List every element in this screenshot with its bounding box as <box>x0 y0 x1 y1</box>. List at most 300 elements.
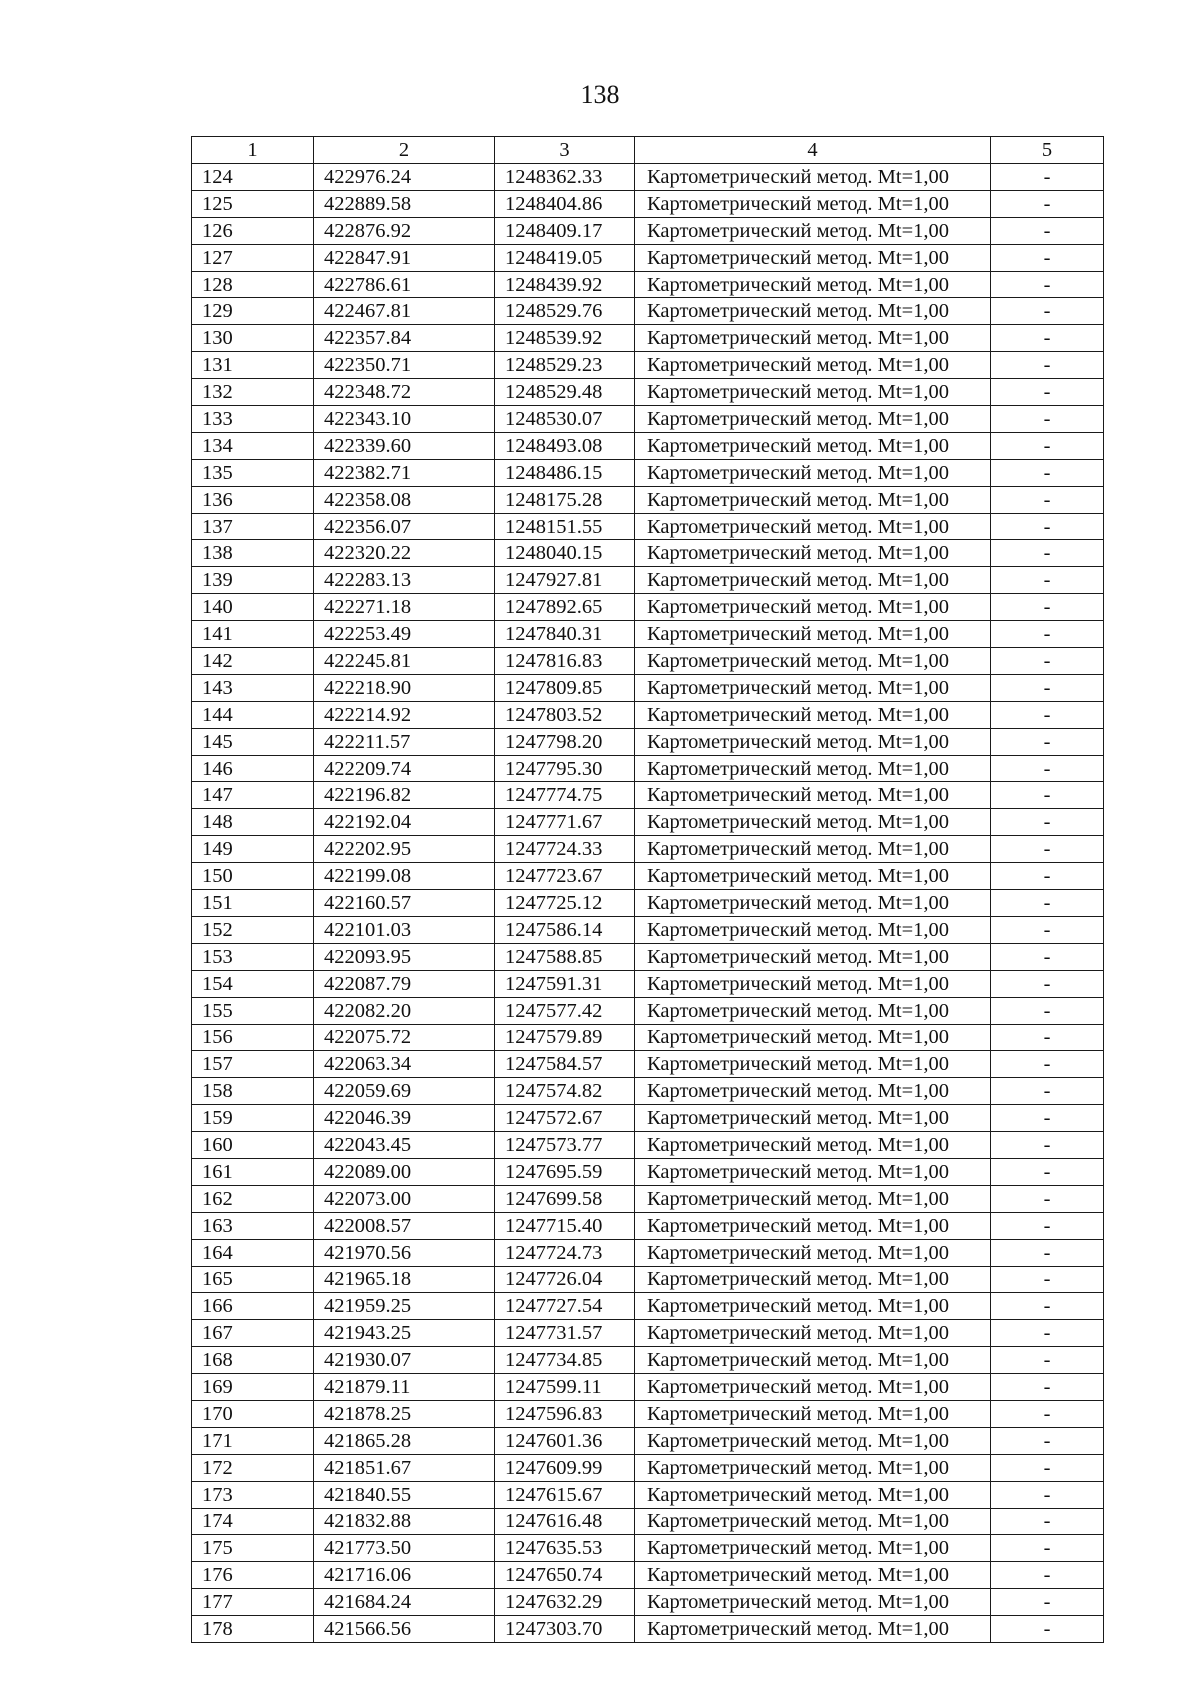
note-cell: - <box>991 836 1104 863</box>
note-cell: - <box>991 997 1104 1024</box>
table-row <box>192 1535 1104 1562</box>
y-coordinate-cell: 1248439.92 <box>495 271 635 298</box>
point-number-cell: 135 <box>192 459 314 486</box>
y-coordinate-cell: 1248486.15 <box>495 459 635 486</box>
point-number-cell: 172 <box>192 1454 314 1481</box>
method-cell: Картометрический метод. Mt=1,00 <box>635 164 991 191</box>
y-coordinate-cell: 1247577.42 <box>495 997 635 1024</box>
x-coordinate-cell: 422101.03 <box>314 916 495 943</box>
method-cell: Картометрический метод. Mt=1,00 <box>635 1347 991 1374</box>
point-number-cell: 127 <box>192 244 314 271</box>
point-number-cell: 162 <box>192 1185 314 1212</box>
table-row <box>192 594 1104 621</box>
y-coordinate-cell: 1248539.92 <box>495 325 635 352</box>
note-cell: - <box>991 1105 1104 1132</box>
point-number-cell: 168 <box>192 1347 314 1374</box>
coordinates-table <box>191 136 1104 1643</box>
x-coordinate-cell: 422245.81 <box>314 648 495 675</box>
point-number-cell: 170 <box>192 1400 314 1427</box>
method-cell: Картометрический метод. Mt=1,00 <box>635 1400 991 1427</box>
point-number-cell: 166 <box>192 1293 314 1320</box>
method-cell: Картометрический метод. Mt=1,00 <box>635 701 991 728</box>
x-coordinate-cell: 422320.22 <box>314 540 495 567</box>
y-coordinate-cell: 1247803.52 <box>495 701 635 728</box>
note-cell: - <box>991 1616 1104 1643</box>
table-row <box>192 1481 1104 1508</box>
y-coordinate-cell: 1247731.57 <box>495 1320 635 1347</box>
table-row <box>192 1158 1104 1185</box>
table-row <box>192 890 1104 917</box>
note-cell: - <box>991 1374 1104 1401</box>
x-coordinate-cell: 422218.90 <box>314 674 495 701</box>
table-row <box>192 701 1104 728</box>
x-coordinate-cell: 422008.57 <box>314 1212 495 1239</box>
y-coordinate-cell: 1247816.83 <box>495 648 635 675</box>
note-cell: - <box>991 513 1104 540</box>
table-row <box>192 1132 1104 1159</box>
point-number-cell: 178 <box>192 1616 314 1643</box>
y-coordinate-cell: 1247584.57 <box>495 1051 635 1078</box>
method-cell: Картометрический метод. Mt=1,00 <box>635 1185 991 1212</box>
y-coordinate-cell: 1247586.14 <box>495 916 635 943</box>
x-coordinate-cell: 421865.28 <box>314 1427 495 1454</box>
y-coordinate-cell: 1248040.15 <box>495 540 635 567</box>
x-coordinate-cell: 421879.11 <box>314 1374 495 1401</box>
method-cell: Картометрический метод. Mt=1,00 <box>635 1293 991 1320</box>
y-coordinate-cell: 1248529.76 <box>495 298 635 325</box>
method-cell: Картометрический метод. Mt=1,00 <box>635 594 991 621</box>
method-cell: Картометрический метод. Mt=1,00 <box>635 836 991 863</box>
y-coordinate-cell: 1247795.30 <box>495 755 635 782</box>
note-cell: - <box>991 217 1104 244</box>
y-coordinate-cell: 1247615.67 <box>495 1481 635 1508</box>
x-coordinate-cell: 421716.06 <box>314 1562 495 1589</box>
table-row <box>192 836 1104 863</box>
table-row <box>192 943 1104 970</box>
y-coordinate-cell: 1247927.81 <box>495 567 635 594</box>
x-coordinate-cell: 422043.45 <box>314 1132 495 1159</box>
method-cell: Картометрический метод. Mt=1,00 <box>635 1562 991 1589</box>
x-coordinate-cell: 422087.79 <box>314 970 495 997</box>
table-row <box>192 217 1104 244</box>
point-number-cell: 176 <box>192 1562 314 1589</box>
method-cell: Картометрический метод. Mt=1,00 <box>635 674 991 701</box>
note-cell: - <box>991 1535 1104 1562</box>
method-cell: Картометрический метод. Mt=1,00 <box>635 352 991 379</box>
point-number-cell: 160 <box>192 1132 314 1159</box>
y-coordinate-cell: 1247601.36 <box>495 1427 635 1454</box>
method-cell: Картометрический метод. Mt=1,00 <box>635 1589 991 1616</box>
point-number-cell: 165 <box>192 1266 314 1293</box>
table-row <box>192 1024 1104 1051</box>
note-cell: - <box>991 325 1104 352</box>
method-cell: Картометрический метод. Mt=1,00 <box>635 1481 991 1508</box>
x-coordinate-cell: 422211.57 <box>314 728 495 755</box>
note-cell: - <box>991 1454 1104 1481</box>
x-coordinate-cell: 421684.24 <box>314 1589 495 1616</box>
note-cell: - <box>991 890 1104 917</box>
point-number-cell: 151 <box>192 890 314 917</box>
method-cell: Картометрический метод. Mt=1,00 <box>635 406 991 433</box>
x-coordinate-cell: 422847.91 <box>314 244 495 271</box>
point-number-cell: 144 <box>192 701 314 728</box>
x-coordinate-cell: 422348.72 <box>314 379 495 406</box>
method-cell: Картометрический метод. Mt=1,00 <box>635 567 991 594</box>
note-cell: - <box>991 1400 1104 1427</box>
table-row <box>192 755 1104 782</box>
point-number-cell: 157 <box>192 1051 314 1078</box>
table-row <box>192 674 1104 701</box>
note-cell: - <box>991 755 1104 782</box>
method-cell: Картометрический метод. Mt=1,00 <box>635 782 991 809</box>
x-coordinate-cell: 422382.71 <box>314 459 495 486</box>
x-coordinate-cell: 422046.39 <box>314 1105 495 1132</box>
table-row <box>192 997 1104 1024</box>
table-row <box>192 486 1104 513</box>
y-coordinate-cell: 1247840.31 <box>495 621 635 648</box>
y-coordinate-cell: 1247727.54 <box>495 1293 635 1320</box>
y-coordinate-cell: 1247715.40 <box>495 1212 635 1239</box>
point-number-cell: 154 <box>192 970 314 997</box>
note-cell: - <box>991 1293 1104 1320</box>
y-coordinate-cell: 1248362.33 <box>495 164 635 191</box>
table-row <box>192 432 1104 459</box>
point-number-cell: 149 <box>192 836 314 863</box>
x-coordinate-cell: 422271.18 <box>314 594 495 621</box>
table-row <box>192 164 1104 191</box>
y-coordinate-cell: 1247599.11 <box>495 1374 635 1401</box>
y-coordinate-cell: 1247695.59 <box>495 1158 635 1185</box>
note-cell: - <box>991 1562 1104 1589</box>
point-number-cell: 169 <box>192 1374 314 1401</box>
note-cell: - <box>991 1078 1104 1105</box>
method-cell: Картометрический метод. Mt=1,00 <box>635 379 991 406</box>
note-cell: - <box>991 1132 1104 1159</box>
method-cell: Картометрический метод. Mt=1,00 <box>635 459 991 486</box>
x-coordinate-cell: 422093.95 <box>314 943 495 970</box>
x-coordinate-cell: 421773.50 <box>314 1535 495 1562</box>
table-row <box>192 1508 1104 1535</box>
note-cell: - <box>991 298 1104 325</box>
note-cell: - <box>991 1347 1104 1374</box>
point-number-cell: 152 <box>192 916 314 943</box>
x-coordinate-cell: 422356.07 <box>314 513 495 540</box>
note-cell: - <box>991 701 1104 728</box>
x-coordinate-cell: 422283.13 <box>314 567 495 594</box>
table-row <box>192 1374 1104 1401</box>
x-coordinate-cell: 422160.57 <box>314 890 495 917</box>
point-number-cell: 175 <box>192 1535 314 1562</box>
method-cell: Картометрический метод. Mt=1,00 <box>635 271 991 298</box>
point-number-cell: 124 <box>192 164 314 191</box>
method-cell: Картометрический метод. Mt=1,00 <box>635 1239 991 1266</box>
note-cell: - <box>991 916 1104 943</box>
y-coordinate-cell: 1248530.07 <box>495 406 635 433</box>
table-row <box>192 1616 1104 1643</box>
y-coordinate-cell: 1247635.53 <box>495 1535 635 1562</box>
table-row <box>192 1293 1104 1320</box>
table-row <box>192 728 1104 755</box>
x-coordinate-cell: 422786.61 <box>314 271 495 298</box>
table-row <box>192 1320 1104 1347</box>
method-cell: Картометрический метод. Mt=1,00 <box>635 1105 991 1132</box>
method-cell: Картометрический метод. Mt=1,00 <box>635 943 991 970</box>
table-row <box>192 271 1104 298</box>
method-cell: Картометрический метод. Mt=1,00 <box>635 1132 991 1159</box>
note-cell: - <box>991 459 1104 486</box>
method-cell: Картометрический метод. Mt=1,00 <box>635 1374 991 1401</box>
note-cell: - <box>991 432 1104 459</box>
point-number-cell: 132 <box>192 379 314 406</box>
y-coordinate-cell: 1247734.85 <box>495 1347 635 1374</box>
y-coordinate-cell: 1247723.67 <box>495 863 635 890</box>
x-coordinate-cell: 422976.24 <box>314 164 495 191</box>
x-coordinate-cell: 421832.88 <box>314 1508 495 1535</box>
point-number-cell: 137 <box>192 513 314 540</box>
note-cell: - <box>991 244 1104 271</box>
note-cell: - <box>991 1589 1104 1616</box>
table-row <box>192 190 1104 217</box>
point-number-cell: 174 <box>192 1508 314 1535</box>
table-row <box>192 1239 1104 1266</box>
method-cell: Картометрический метод. Mt=1,00 <box>635 1427 991 1454</box>
x-coordinate-cell: 422358.08 <box>314 486 495 513</box>
table-row <box>192 648 1104 675</box>
note-cell: - <box>991 540 1104 567</box>
note-cell: - <box>991 567 1104 594</box>
note-cell: - <box>991 271 1104 298</box>
method-cell: Картометрический метод. Mt=1,00 <box>635 1535 991 1562</box>
point-number-cell: 140 <box>192 594 314 621</box>
method-cell: Картометрический метод. Mt=1,00 <box>635 432 991 459</box>
table-row <box>192 970 1104 997</box>
table-row <box>192 1078 1104 1105</box>
note-cell: - <box>991 352 1104 379</box>
table-row <box>192 1212 1104 1239</box>
y-coordinate-cell: 1247632.29 <box>495 1589 635 1616</box>
point-number-cell: 133 <box>192 406 314 433</box>
x-coordinate-cell: 421840.55 <box>314 1481 495 1508</box>
table-row <box>192 459 1104 486</box>
y-coordinate-cell: 1247650.74 <box>495 1562 635 1589</box>
x-coordinate-cell: 421878.25 <box>314 1400 495 1427</box>
table-row <box>192 298 1104 325</box>
method-cell: Картометрический метод. Mt=1,00 <box>635 890 991 917</box>
y-coordinate-cell: 1247724.33 <box>495 836 635 863</box>
point-number-cell: 134 <box>192 432 314 459</box>
point-number-cell: 130 <box>192 325 314 352</box>
point-number-cell: 163 <box>192 1212 314 1239</box>
table-row <box>192 809 1104 836</box>
y-coordinate-cell: 1247616.48 <box>495 1508 635 1535</box>
note-cell: - <box>991 648 1104 675</box>
method-cell: Картометрический метод. Mt=1,00 <box>635 298 991 325</box>
method-cell: Картометрический метод. Mt=1,00 <box>635 970 991 997</box>
table-row <box>192 1589 1104 1616</box>
y-coordinate-cell: 1247725.12 <box>495 890 635 917</box>
x-coordinate-cell: 422196.82 <box>314 782 495 809</box>
method-cell: Картометрический метод. Mt=1,00 <box>635 486 991 513</box>
column-header-4: 4 <box>635 137 991 164</box>
point-number-cell: 146 <box>192 755 314 782</box>
point-number-cell: 171 <box>192 1427 314 1454</box>
y-coordinate-cell: 1247809.85 <box>495 674 635 701</box>
table-row <box>192 916 1104 943</box>
point-number-cell: 158 <box>192 1078 314 1105</box>
x-coordinate-cell: 422192.04 <box>314 809 495 836</box>
table-row <box>192 621 1104 648</box>
column-header-2: 2 <box>314 137 495 164</box>
x-coordinate-cell: 422075.72 <box>314 1024 495 1051</box>
point-number-cell: 126 <box>192 217 314 244</box>
x-coordinate-cell: 422350.71 <box>314 352 495 379</box>
table-row <box>192 1105 1104 1132</box>
x-coordinate-cell: 422059.69 <box>314 1078 495 1105</box>
y-coordinate-cell: 1248529.23 <box>495 352 635 379</box>
table-row <box>192 1427 1104 1454</box>
y-coordinate-cell: 1247798.20 <box>495 728 635 755</box>
table-row <box>192 1266 1104 1293</box>
note-cell: - <box>991 1024 1104 1051</box>
x-coordinate-cell: 422202.95 <box>314 836 495 863</box>
method-cell: Картометрический метод. Mt=1,00 <box>635 728 991 755</box>
table-row <box>192 567 1104 594</box>
x-coordinate-cell: 421943.25 <box>314 1320 495 1347</box>
y-coordinate-cell: 1247574.82 <box>495 1078 635 1105</box>
method-cell: Картометрический метод. Mt=1,00 <box>635 1158 991 1185</box>
point-number-cell: 164 <box>192 1239 314 1266</box>
note-cell: - <box>991 1212 1104 1239</box>
y-coordinate-cell: 1247596.83 <box>495 1400 635 1427</box>
method-cell: Картометрический метод. Mt=1,00 <box>635 1320 991 1347</box>
y-coordinate-cell: 1247303.70 <box>495 1616 635 1643</box>
note-cell: - <box>991 594 1104 621</box>
method-cell: Картометрический метод. Mt=1,00 <box>635 755 991 782</box>
note-cell: - <box>991 1239 1104 1266</box>
note-cell: - <box>991 728 1104 755</box>
note-cell: - <box>991 782 1104 809</box>
table-row <box>192 1185 1104 1212</box>
table-header <box>192 137 1104 164</box>
method-cell: Картометрический метод. Mt=1,00 <box>635 325 991 352</box>
point-number-cell: 161 <box>192 1158 314 1185</box>
x-coordinate-cell: 422214.92 <box>314 701 495 728</box>
table-row <box>192 325 1104 352</box>
table-row <box>192 540 1104 567</box>
method-cell: Картометрический метод. Mt=1,00 <box>635 1454 991 1481</box>
method-cell: Картометрический метод. Mt=1,00 <box>635 190 991 217</box>
table-row <box>192 863 1104 890</box>
x-coordinate-cell: 422082.20 <box>314 997 495 1024</box>
x-coordinate-cell: 422073.00 <box>314 1185 495 1212</box>
note-cell: - <box>991 1427 1104 1454</box>
table-body <box>192 164 1104 1643</box>
y-coordinate-cell: 1247774.75 <box>495 782 635 809</box>
x-coordinate-cell: 422343.10 <box>314 406 495 433</box>
x-coordinate-cell: 422209.74 <box>314 755 495 782</box>
note-cell: - <box>991 379 1104 406</box>
point-number-cell: 142 <box>192 648 314 675</box>
x-coordinate-cell: 422467.81 <box>314 298 495 325</box>
point-number-cell: 167 <box>192 1320 314 1347</box>
x-coordinate-cell: 421965.18 <box>314 1266 495 1293</box>
note-cell: - <box>991 406 1104 433</box>
method-cell: Картометрический метод. Mt=1,00 <box>635 1212 991 1239</box>
x-coordinate-cell: 422063.34 <box>314 1051 495 1078</box>
table-row <box>192 244 1104 271</box>
point-number-cell: 139 <box>192 567 314 594</box>
point-number-cell: 147 <box>192 782 314 809</box>
note-cell: - <box>991 190 1104 217</box>
method-cell: Картометрический метод. Mt=1,00 <box>635 1024 991 1051</box>
method-cell: Картометрический метод. Mt=1,00 <box>635 513 991 540</box>
y-coordinate-cell: 1247573.77 <box>495 1132 635 1159</box>
page-number: 138 <box>580 80 620 109</box>
y-coordinate-cell: 1247892.65 <box>495 594 635 621</box>
x-coordinate-cell: 421851.67 <box>314 1454 495 1481</box>
y-coordinate-cell: 1248493.08 <box>495 432 635 459</box>
method-cell: Картометрический метод. Mt=1,00 <box>635 648 991 675</box>
note-cell: - <box>991 809 1104 836</box>
method-cell: Картометрический метод. Mt=1,00 <box>635 217 991 244</box>
method-cell: Картометрический метод. Mt=1,00 <box>635 1078 991 1105</box>
y-coordinate-cell: 1248404.86 <box>495 190 635 217</box>
y-coordinate-cell: 1247726.04 <box>495 1266 635 1293</box>
point-number-cell: 155 <box>192 997 314 1024</box>
method-cell: Картометрический метод. Mt=1,00 <box>635 621 991 648</box>
x-coordinate-cell: 422089.00 <box>314 1158 495 1185</box>
note-cell: - <box>991 674 1104 701</box>
note-cell: - <box>991 1185 1104 1212</box>
point-number-cell: 148 <box>192 809 314 836</box>
note-cell: - <box>991 621 1104 648</box>
note-cell: - <box>991 863 1104 890</box>
table-row <box>192 513 1104 540</box>
x-coordinate-cell: 422199.08 <box>314 863 495 890</box>
note-cell: - <box>991 943 1104 970</box>
point-number-cell: 145 <box>192 728 314 755</box>
y-coordinate-cell: 1248409.17 <box>495 217 635 244</box>
method-cell: Картометрический метод. Mt=1,00 <box>635 1051 991 1078</box>
table-row <box>192 1051 1104 1078</box>
y-coordinate-cell: 1247771.67 <box>495 809 635 836</box>
note-cell: - <box>991 970 1104 997</box>
x-coordinate-cell: 422357.84 <box>314 325 495 352</box>
point-number-cell: 131 <box>192 352 314 379</box>
column-header-5: 5 <box>991 137 1104 164</box>
point-number-cell: 143 <box>192 674 314 701</box>
point-number-cell: 173 <box>192 1481 314 1508</box>
point-number-cell: 136 <box>192 486 314 513</box>
y-coordinate-cell: 1247724.73 <box>495 1239 635 1266</box>
y-coordinate-cell: 1247572.67 <box>495 1105 635 1132</box>
x-coordinate-cell: 422339.60 <box>314 432 495 459</box>
point-number-cell: 138 <box>192 540 314 567</box>
note-cell: - <box>991 486 1104 513</box>
note-cell: - <box>991 1158 1104 1185</box>
note-cell: - <box>991 1481 1104 1508</box>
method-cell: Картометрический метод. Mt=1,00 <box>635 863 991 890</box>
y-coordinate-cell: 1247699.58 <box>495 1185 635 1212</box>
y-coordinate-cell: 1248151.55 <box>495 513 635 540</box>
y-coordinate-cell: 1247588.85 <box>495 943 635 970</box>
x-coordinate-cell: 421959.25 <box>314 1293 495 1320</box>
x-coordinate-cell: 421566.56 <box>314 1616 495 1643</box>
method-cell: Картометрический метод. Mt=1,00 <box>635 244 991 271</box>
method-cell: Картометрический метод. Mt=1,00 <box>635 809 991 836</box>
y-coordinate-cell: 1247579.89 <box>495 1024 635 1051</box>
x-coordinate-cell: 422253.49 <box>314 621 495 648</box>
